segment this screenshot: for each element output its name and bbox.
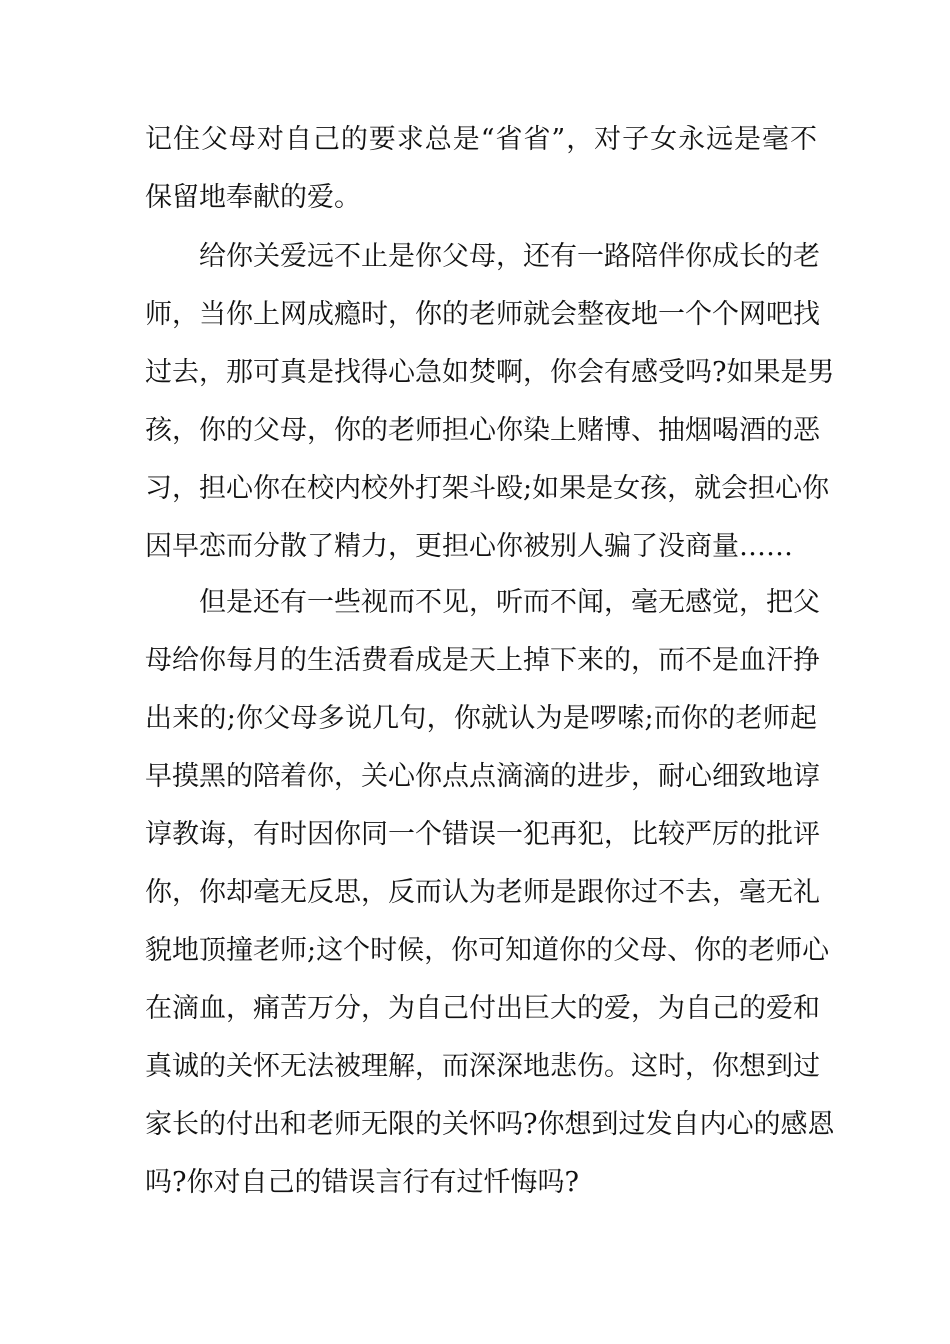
paragraph-line: 母给你每月的生活费看成是天上掉下来的，而不是血汗挣 — [145, 645, 820, 676]
paragraph-line: 出来的;你父母多说几句，你就认为是啰嗦;而你的老师起 — [145, 703, 817, 734]
paragraph-line: 你，你却毫无反思，反而认为老师是跟你过不去，毫无礼 — [145, 877, 820, 908]
paragraph-line: 谆教诲，有时因你同一个错误一犯再犯，比较严厉的批评 — [145, 819, 820, 850]
paragraph-line: 真诚的关怀无法被理解，而深深地悲伤。这时，你想到过 — [145, 1051, 820, 1082]
paragraph-line: 但是还有一些视而不见，听而不闻，毫无感觉，把父 — [199, 587, 820, 618]
paragraph-line: 给你关爱远不止是你父母，还有一路陪伴你成长的老 — [199, 241, 820, 272]
paragraph-line: 孩，你的父母，你的老师担心你染上赌博、抽烟喝酒的恶 — [145, 415, 820, 446]
paragraph-line: 吗?你对自己的错误言行有过忏悔吗? — [145, 1167, 579, 1198]
paragraph-3 — [145, 574, 835, 1212]
paragraph-line: 因早恋而分散了精力，更担心你被别人骗了没商量…… — [145, 531, 793, 562]
paragraph-line: 习，担心你在校内校外打架斗殴;如果是女孩，就会担心你 — [145, 473, 830, 504]
paragraph-line: 过去，那可真是找得心急如焚啊，你会有感受吗?如果是男 — [145, 357, 835, 388]
paragraph-2 — [145, 228, 835, 576]
paragraph-line: 家长的付出和老师无限的关怀吗?你想到过发自内心的感恩 — [145, 1109, 835, 1140]
paragraph-1 — [145, 111, 817, 227]
paragraph-line: 在滴血，痛苦万分，为自己付出巨大的爱，为自己的爱和 — [145, 993, 820, 1024]
paragraph-line: 记住父母对自己的要求总是“省省”，对子女永远是毫不 — [145, 124, 817, 155]
paragraph-line: 保留地奉献的爱。 — [145, 182, 361, 213]
paragraph-line: 师，当你上网成瘾时，你的老师就会整夜地一个个网吧找 — [145, 299, 820, 330]
paragraph-line: 早摸黑的陪着你，关心你点点滴滴的进步，耐心细致地谆 — [145, 761, 820, 792]
paragraph-line: 貌地顶撞老师;这个时候，你可知道你的父母、你的老师心 — [145, 935, 830, 966]
